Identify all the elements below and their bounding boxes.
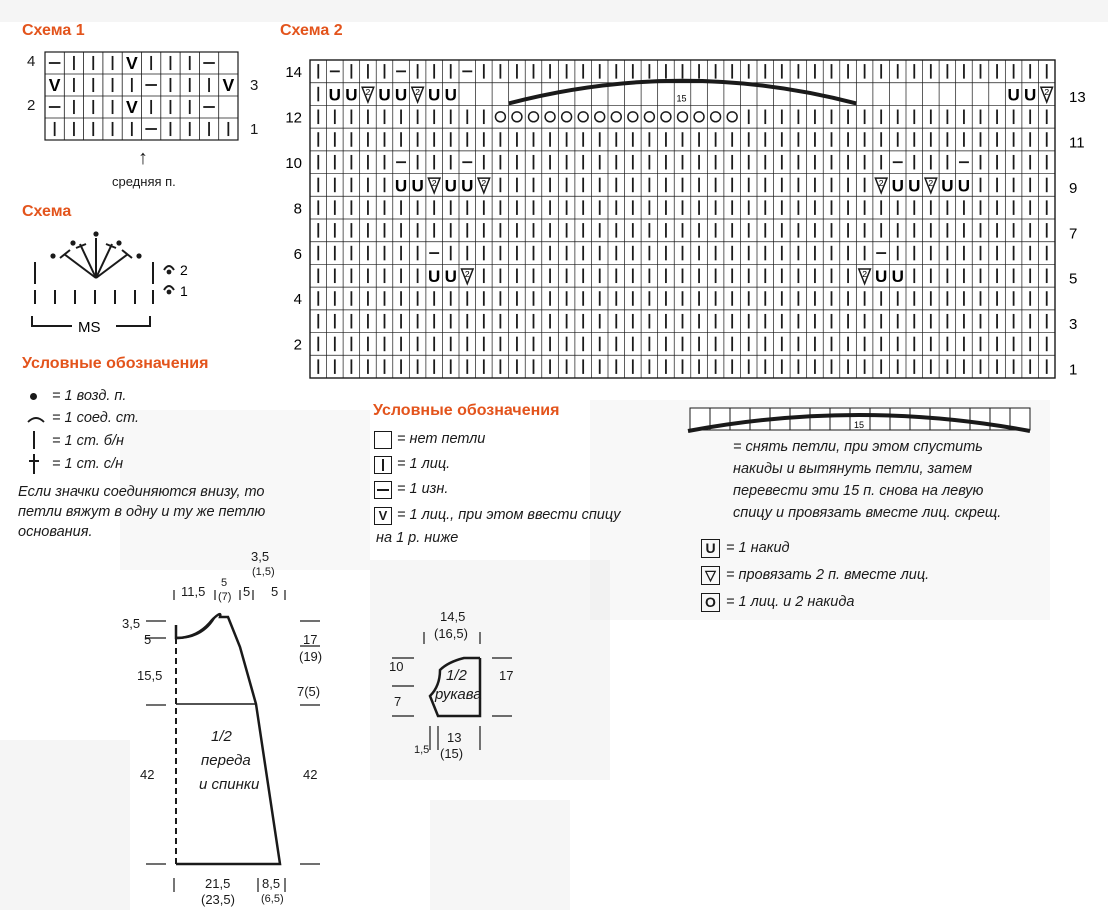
body-top-dim-2: 5 bbox=[221, 577, 228, 589]
schema2-left-label: 14 bbox=[285, 64, 302, 82]
knit-icon bbox=[374, 456, 392, 474]
legend-right-arc-text-1: = снять петли, при этом спустить bbox=[733, 439, 983, 455]
ms-label: MS bbox=[78, 319, 101, 336]
body-label-2: переда bbox=[201, 752, 251, 769]
schema2-right-label: 11 bbox=[1069, 134, 1085, 152]
stitch-icon bbox=[33, 431, 35, 449]
sleeve-bottom-dim-3: (15) bbox=[440, 746, 464, 761]
body-pattern bbox=[110, 560, 370, 910]
legend-left-item-4: = 1 ст. с/н bbox=[52, 456, 124, 472]
k2tog-mark: 2 bbox=[415, 87, 421, 98]
legend-right-arc-text-4: спицу и провязать вместе лиц. скрещ. bbox=[733, 505, 1002, 521]
k2tog-mark: 2 bbox=[878, 178, 884, 189]
schema1-title: Схема 1 bbox=[22, 22, 85, 39]
v-stitch: V bbox=[125, 97, 138, 118]
schema2-title: Схема 2 bbox=[280, 22, 343, 39]
schema2-left-label: 4 bbox=[293, 291, 302, 309]
v-icon: V bbox=[374, 507, 392, 525]
schema1-row-label-2: 2 bbox=[27, 97, 36, 114]
sleeve-bottom-dim-2: 13 bbox=[447, 730, 462, 745]
legend-right-arc-text-2: накиды и вытянуть петли, затем bbox=[733, 461, 973, 477]
yarn-over-stitch: U bbox=[908, 176, 921, 196]
yarn-over-stitch: U bbox=[428, 267, 441, 287]
body-top-small-1: 3,5 bbox=[251, 549, 270, 564]
v-stitch: V bbox=[222, 75, 235, 96]
body-right-dim-4: 42 bbox=[303, 767, 318, 782]
body-bottom-dim-3: 8,5 bbox=[262, 876, 281, 891]
body-bottom-dim-2: (23,5) bbox=[201, 892, 235, 907]
yarn-over-stitch: U bbox=[891, 176, 904, 196]
cross-stitch-icon bbox=[26, 453, 42, 475]
yarn-over-stitch: U bbox=[891, 267, 904, 287]
schema2-right-label: 7 bbox=[1069, 225, 1078, 243]
body-left-dim-4: 42 bbox=[140, 767, 155, 782]
legend-arc-label: 15 bbox=[854, 420, 865, 430]
k2tog-mark: 2 bbox=[431, 178, 437, 189]
legend-center-item-4-cont: на 1 р. ниже bbox=[376, 530, 459, 546]
schema1-row-label-4: 4 bbox=[27, 53, 36, 70]
crochet-row-label-2: 2 bbox=[180, 262, 188, 278]
yarn-over-stitch: U bbox=[875, 267, 888, 287]
k2tog-mark: 2 bbox=[928, 178, 934, 189]
body-top-dim-3: (7) bbox=[218, 591, 232, 603]
v-stitch: V bbox=[125, 53, 138, 74]
yarn-over-stitch: U bbox=[394, 85, 408, 105]
yarn-over-stitch: U bbox=[345, 85, 358, 105]
legend-center-title: Условные обозначения bbox=[373, 402, 560, 419]
body-top-small-2: (1,5) bbox=[252, 566, 275, 578]
sleeve-pattern bbox=[380, 600, 560, 760]
legend-right-item-1: = 1 накид bbox=[726, 540, 790, 556]
k2tog-icon: ▽ bbox=[701, 566, 720, 585]
schema2-left-label: 8 bbox=[293, 200, 302, 218]
legend-left-note-3: основания. bbox=[18, 524, 93, 540]
legend-center-item-1: = нет петли bbox=[397, 431, 486, 447]
arc-icon bbox=[26, 412, 46, 424]
sleeve-label-1: 1/2 bbox=[446, 667, 467, 684]
yarn-over-stitch: U bbox=[941, 176, 954, 196]
yarn-over-stitch: U bbox=[957, 176, 971, 196]
k2tog-mark: 2 bbox=[481, 178, 487, 189]
k2tog-mark: 2 bbox=[365, 87, 371, 98]
yarn-over-stitch: U bbox=[444, 176, 457, 196]
legend-center-item-2: = 1 лиц. bbox=[397, 456, 451, 472]
body-label-3: и спинки bbox=[199, 776, 260, 793]
legend-right-arc-text-3: перевести эти 15 п. снова на левую bbox=[733, 483, 984, 499]
schema3-title: Схема bbox=[22, 203, 72, 220]
body-bottom-dim-1: 21,5 bbox=[205, 876, 231, 891]
up-arrow-icon: ↑ bbox=[138, 147, 148, 169]
body-left-dim-3: 15,5 bbox=[137, 668, 163, 683]
middle-stitch-label: средняя п. bbox=[112, 174, 176, 189]
yarn-over-stitch: U bbox=[1007, 85, 1020, 105]
decrease-15-arc-icon bbox=[686, 405, 1036, 435]
body-right-dim-1: 17 bbox=[303, 632, 318, 647]
body-left-dim-2: 5 bbox=[144, 632, 152, 647]
yarn-over-stitch: U bbox=[378, 85, 391, 105]
yarn-over-stitch: U bbox=[1024, 85, 1037, 105]
yarn-over-icon: U bbox=[701, 539, 720, 558]
sleeve-top-dim-2: (16,5) bbox=[434, 626, 468, 641]
schema2-left-label: 10 bbox=[285, 154, 302, 172]
body-bottom-dim-4: (6,5) bbox=[261, 893, 284, 905]
schema2-left-label: 6 bbox=[293, 245, 302, 263]
crochet-row-label-1: 1 bbox=[180, 283, 188, 299]
double-yo-icon: O bbox=[701, 593, 720, 612]
sleeve-top-dim-1: 14,5 bbox=[440, 609, 466, 624]
sleeve-left-dim-2: 7 bbox=[394, 694, 402, 709]
legend-left-item-3: = 1 ст. б/н bbox=[52, 433, 124, 449]
body-right-dim-2: (19) bbox=[299, 649, 323, 664]
yarn-over-stitch: U bbox=[444, 85, 457, 105]
body-top-dim-4: 5 bbox=[243, 584, 251, 599]
sleeve-left-dim-1: 10 bbox=[389, 659, 404, 674]
schema1-row-label-1: 1 bbox=[250, 121, 259, 138]
k2tog-mark: 2 bbox=[1044, 87, 1050, 98]
legend-left-item-2: = 1 соед. ст. bbox=[52, 410, 140, 426]
legend-center-item-3: = 1 изн. bbox=[397, 481, 449, 497]
body-top-dim-5: 5 bbox=[271, 584, 279, 599]
body-right-dim-3: 7(5) bbox=[297, 684, 321, 699]
yarn-over-stitch: U bbox=[394, 176, 408, 196]
schema2-right-label: 9 bbox=[1069, 179, 1078, 197]
v-stitch: V bbox=[48, 75, 61, 96]
yarn-over-stitch: U bbox=[461, 176, 474, 196]
schema2-right-label: 3 bbox=[1069, 316, 1078, 334]
schema2-left-label: 2 bbox=[293, 336, 302, 354]
schema2-grid bbox=[0, 0, 1108, 400]
empty-box-icon bbox=[374, 431, 392, 449]
k2tog-mark: 2 bbox=[862, 268, 868, 279]
legend-left-note-2: петли вяжут в одну и ту же петлю bbox=[18, 504, 266, 520]
schema2-arc-label: 15 bbox=[676, 93, 687, 104]
legend-left-title: Условные обозначения bbox=[22, 355, 209, 372]
legend-right-item-2: = провязать 2 п. вместе лиц. bbox=[726, 567, 930, 583]
legend-left-note-1: Если значки соединяются внизу, то bbox=[18, 484, 265, 500]
legend-left-item-1: = 1 возд. п. bbox=[52, 388, 127, 404]
schema2-right-label: 1 bbox=[1069, 361, 1078, 379]
legend-right-item-3: = 1 лиц. и 2 накида bbox=[726, 594, 855, 610]
schema2-right-label: 13 bbox=[1069, 89, 1086, 107]
sleeve-right-dim-1: 17 bbox=[499, 668, 514, 683]
sleeve-label-2: рукава bbox=[435, 686, 482, 703]
purl-icon bbox=[374, 481, 392, 499]
body-top-dim-1: 11,5 bbox=[181, 584, 206, 599]
schema1-row-label-3: 3 bbox=[250, 77, 259, 94]
yarn-over-stitch: U bbox=[411, 176, 424, 196]
yarn-over-stitch: U bbox=[444, 267, 457, 287]
legend-center-item-4: = 1 лиц., при этом ввести спицу bbox=[397, 507, 621, 523]
schema2-right-label: 5 bbox=[1069, 270, 1078, 288]
body-label-1: 1/2 bbox=[211, 728, 232, 745]
yarn-over-stitch: U bbox=[328, 85, 341, 105]
sleeve-bottom-dim-1: 1,5 bbox=[414, 744, 430, 756]
yarn-over-stitch: U bbox=[428, 85, 441, 105]
k2tog-mark: 2 bbox=[464, 268, 470, 279]
schema2-left-label: 12 bbox=[285, 109, 302, 127]
body-left-dim-1: 3,5 bbox=[122, 616, 141, 631]
